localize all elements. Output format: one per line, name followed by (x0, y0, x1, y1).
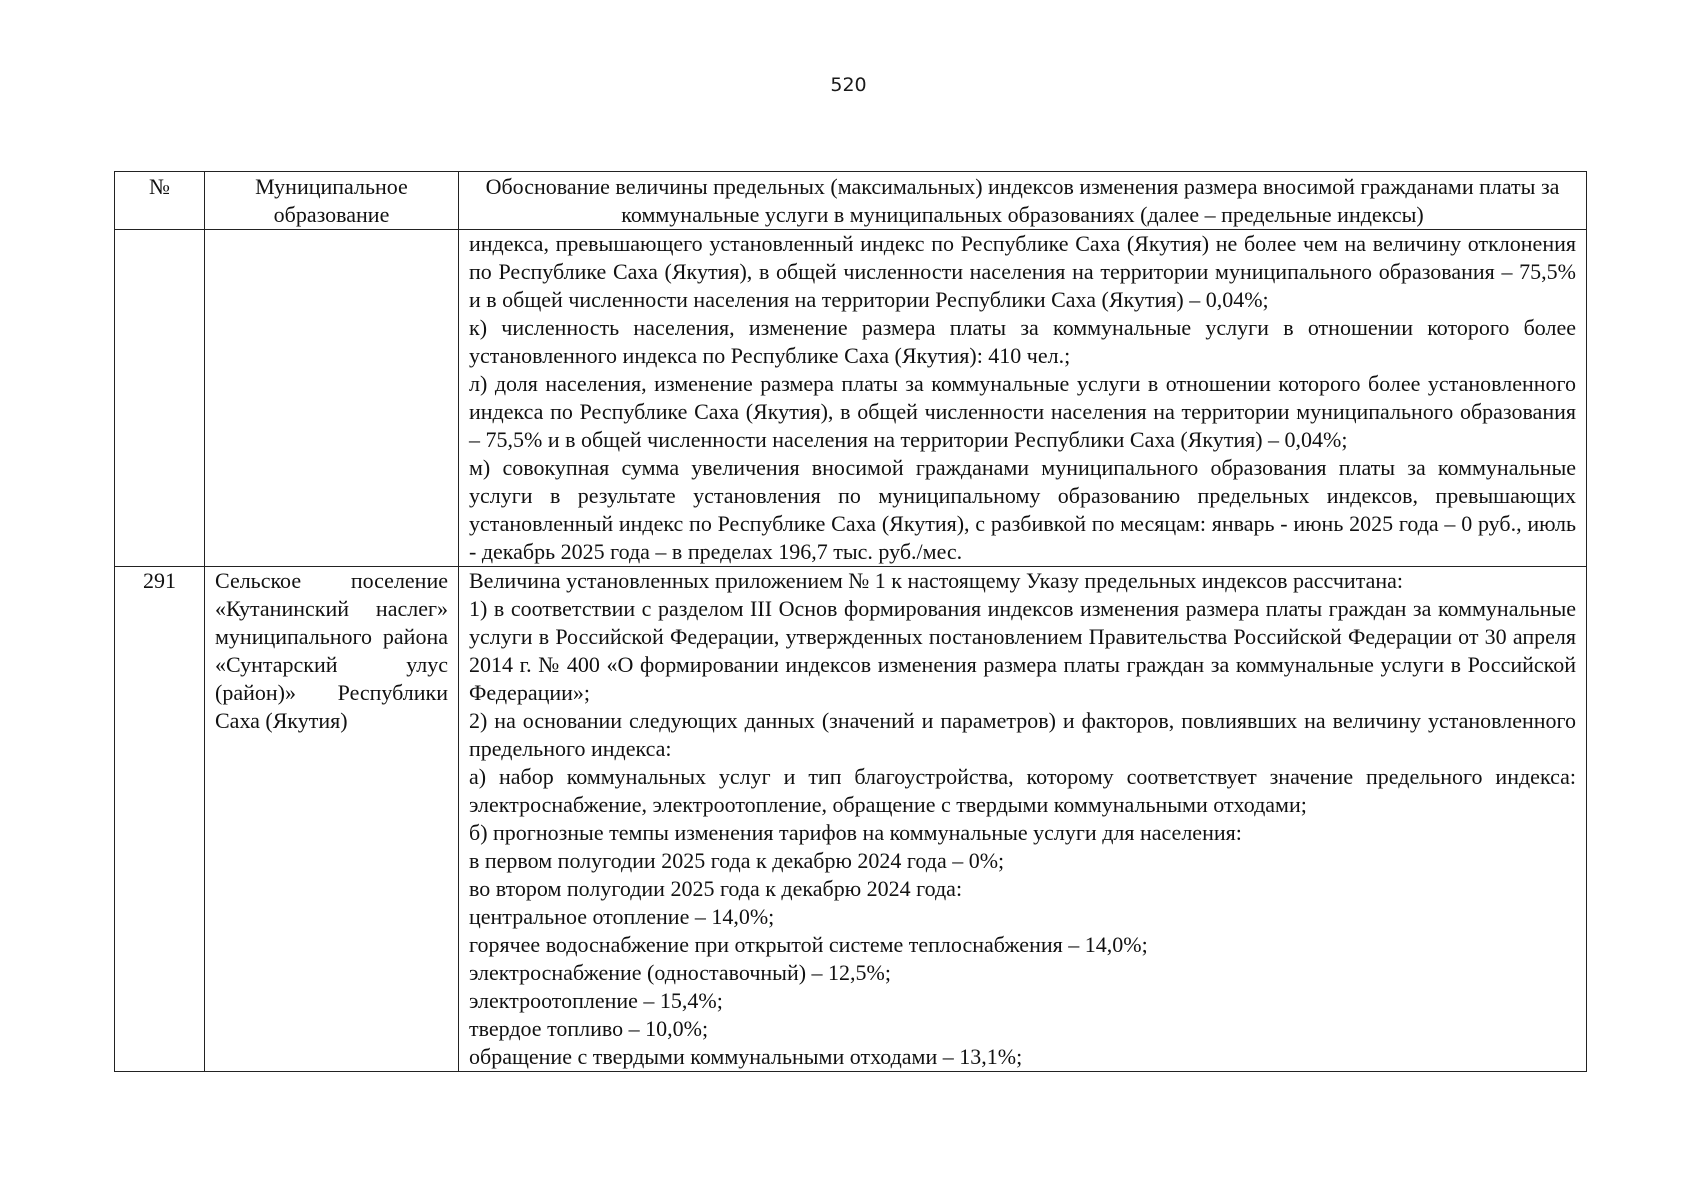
rationale-paragraph: л) доля населения, изменение размера платы за коммунальные услуги в отношении которого более установленного индекса по Республике Саха (Якутия), в общей численности населения на территории муниципального образования – 75,5% и в общей численности населения на территории Республики Саха (Якутия) – 0,04%; (469, 371, 1576, 452)
table-header-row (115, 172, 1587, 230)
row-rationale (459, 567, 1587, 1072)
table-row (115, 230, 1587, 567)
page-number: 520 (830, 74, 867, 96)
header-municipality: Муниципальное образование (205, 172, 459, 230)
rationale-paragraph: горячее водоснабжение при открытой системе теплоснабжения – 14,0%; (469, 932, 1148, 957)
rationale-paragraph: центральное отопление – 14,0%; (469, 904, 775, 929)
rationale-paragraph: а) набор коммунальных услуг и тип благоустройства, которому соответствует значение предельного индекса: электроснабжение, электроотопление, обращение с твердыми коммунальными отходами; (469, 764, 1576, 817)
rationale-paragraph: к) численность населения, изменение размера платы за коммунальные услуги в отношении которого более установленного индекса по Республике Саха (Якутия): 410 чел.; (469, 315, 1576, 368)
rationale-paragraph: обращение с твердыми коммунальными отходами – 13,1%; (469, 1044, 1023, 1069)
row-number: 291 (115, 567, 205, 1072)
row-number (115, 230, 205, 567)
rationale-paragraph: электроснабжение (одноставочный) – 12,5%; (469, 960, 891, 985)
row-municipality (205, 230, 459, 567)
municipality-name: Сельское поселение «Кутанинский наслег» муниципального района «Сунтарский улус (район)» Республики Саха (Якутия) (215, 568, 448, 733)
row-municipality (205, 567, 459, 1072)
header-rationale: Обоснование величины предельных (максимальных) индексов изменения размера вносимой гражданами платы за коммунальные услуги в муниципальных образованиях (далее – предельные индексы) (459, 172, 1587, 230)
rationale-table (114, 171, 1587, 1072)
header-number: № (115, 172, 205, 230)
rationale-paragraph: твердое топливо – 10,0%; (469, 1016, 709, 1041)
rationale-paragraph: б) прогнозные темпы изменения тарифов на коммунальные услуги для населения: (469, 820, 1242, 845)
rationale-paragraph: электроотопление – 15,4%; (469, 988, 723, 1013)
rationale-paragraph: в первом полугодии 2025 года к декабрю 2024 года – 0%; (469, 848, 1005, 873)
rationale-paragraph: 1) в соответствии с разделом III Основ формирования индексов изменения размера платы граждан за коммунальные услуги в Российской Федерации, утвержденных постановлением Правительства Российской Федерации от 30 апреля 2014 г. № 400 «О формировании индексов изменения размера платы граждан за коммунальные услуги в Российской Федерации»; (469, 596, 1576, 705)
rationale-paragraph: во втором полугодии 2025 года к декабрю 2024 года: (469, 876, 963, 901)
rationale-paragraph: 2) на основании следующих данных (значений и параметров) и факторов, повлиявших на величину установленного предельного индекса: (469, 708, 1576, 761)
rationale-paragraph: Величина установленных приложением № 1 к настоящему Указу предельных индексов рассчитана: (469, 568, 1403, 593)
table-row (115, 567, 1587, 1072)
rationale-paragraph: м) совокупная сумма увеличения вносимой гражданами муниципального образования платы за коммунальные услуги в результате установления по муниципальному образованию предельных индексов, превышающих установленный индекс по Республике Саха (Якутия), с разбивкой по месяцам: январь - июнь 2025 года – 0 руб., июль - декабрь 2025 года – в пределах 196,7 тыс. руб./мес. (469, 455, 1576, 564)
rationale-paragraph: индекса, превышающего установленный индекс по Республике Саха (Якутия) не более чем на величину отклонения по Республике Саха (Якутия), в общей численности населения на территории муниципального образования – 75,5% и в общей численности населения на территории Республики Саха (Якутия) – 0,04%; (469, 231, 1576, 312)
row-rationale (459, 230, 1587, 567)
